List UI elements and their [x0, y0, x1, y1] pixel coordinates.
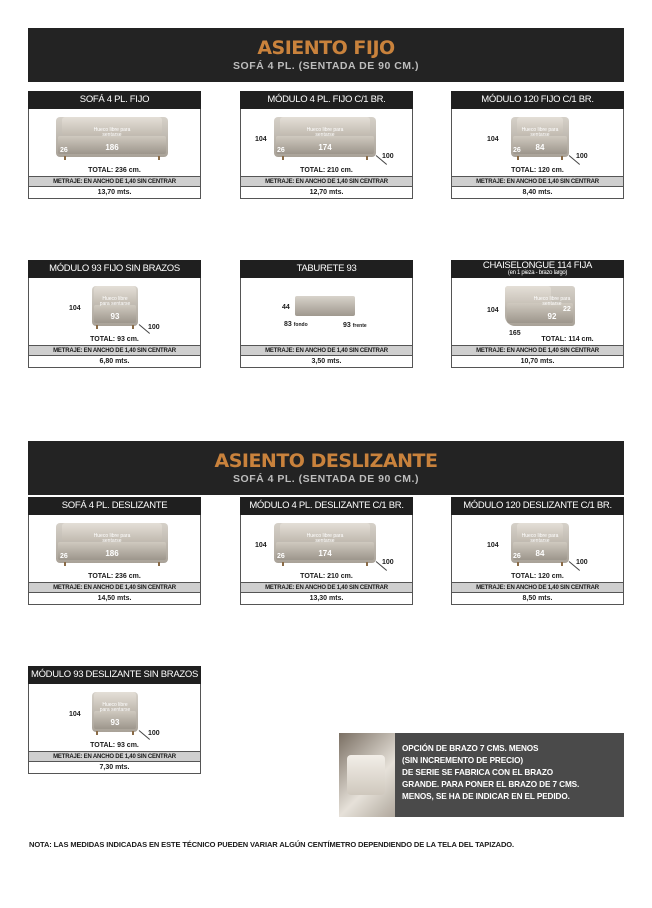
arm-photo [339, 733, 395, 817]
metraje-value: 7,30 mts. [28, 762, 201, 774]
depth-dim: 100 [576, 559, 588, 566]
total-width: TOTAL: 236 cm. [88, 167, 141, 174]
height-dim: 104 [255, 542, 267, 549]
seat-note: Hueco libre para sentarse [521, 127, 559, 139]
metraje-label: METRAJE: EN ANCHO DE 1,40 SIN CENTRAR [240, 582, 413, 593]
product-card-sofa-4-fijo [28, 91, 201, 199]
sofa-image [56, 117, 168, 157]
height-dim: 44 [282, 304, 290, 311]
card-title: MÓDULO 93 FIJO SIN BRAZOS [28, 260, 201, 278]
section-subtitle: SOFÁ 4 PL. (SENTADA DE 90 CM.) [233, 473, 419, 485]
card-title: CHAISELONGUE 114 FIJA (en 1 pieza - brazo largo) [451, 260, 624, 278]
metraje-value: 13,30 mts. [240, 593, 413, 605]
seat-note: Hueco libre para sentarse [306, 127, 344, 139]
metraje-label: METRAJE: EN ANCHO DE 1,40 SIN CENTRAR [28, 176, 201, 187]
seat-note: Hueco libre para sentarse [533, 296, 571, 308]
card-title: MÓDULO 4 PL. FIJO C/1 BR. [240, 91, 413, 109]
metraje-label: METRAJE: EN ANCHO DE 1,40 SIN CENTRAR [28, 345, 201, 356]
product-drawing [451, 109, 624, 176]
stool-image [295, 296, 355, 316]
section-title: ASIENTO FIJO [257, 37, 395, 59]
sofa-image [56, 523, 168, 563]
depth-dim: 100 [382, 559, 394, 566]
section-banner-asiento-fijo [28, 28, 624, 82]
card-subtitle: (en 1 pieza - brazo largo) [507, 270, 568, 276]
arm-width: 26 [513, 553, 521, 560]
depth-dim: 100 [148, 324, 160, 331]
depth-dim: 100 [148, 730, 160, 737]
metraje-value: 12,70 mts. [240, 187, 413, 199]
card-title: MÓDULO 120 FIJO C/1 BR. [451, 91, 624, 109]
product-card-chaiselongue-114 [451, 260, 624, 368]
seat-note: Hueco libre para sentarse [99, 296, 131, 308]
product-drawing [240, 109, 413, 176]
metraje-value: 13,70 mts. [28, 187, 201, 199]
product-card-modulo-120-fijo [451, 91, 624, 199]
height-dim: 104 [69, 305, 81, 312]
arm-option-box [339, 733, 624, 817]
metraje-value: 8,40 mts. [451, 187, 624, 199]
sofa-image [274, 523, 376, 563]
metraje-value: 14,50 mts. [28, 593, 201, 605]
card-title: MÓDULO 93 DESLIZANTE SIN BRAZOS [28, 666, 201, 684]
frente-dim: 93 frente [343, 322, 367, 329]
total-width: TOTAL: 120 cm. [511, 573, 564, 580]
sofa-image [274, 117, 376, 157]
product-card-taburete-93 [240, 260, 413, 368]
total-width: TOTAL: 93 cm. [90, 742, 139, 749]
card-title: TABURETE 93 [240, 260, 413, 278]
product-drawing [28, 515, 201, 582]
section-title: ASIENTO DESLIZANTE [214, 450, 438, 472]
metraje-label: METRAJE: EN ANCHO DE 1,40 SIN CENTRAR [451, 176, 624, 187]
product-card-modulo-93-fijo [28, 260, 201, 368]
seat-width: 84 [535, 143, 545, 152]
depth-dim: 165 [509, 330, 521, 337]
metraje-label: METRAJE: EN ANCHO DE 1,40 SIN CENTRAR [451, 345, 624, 356]
total-width: TOTAL: 114 cm. [541, 336, 594, 343]
arm-width: 26 [60, 147, 68, 154]
product-card-modulo-93-deslizante [28, 666, 201, 774]
section-banner-asiento-deslizante [28, 441, 624, 495]
seat-width: 186 [105, 549, 119, 558]
product-drawing [240, 278, 413, 345]
metraje-value: 8,50 mts. [451, 593, 624, 605]
height-dim: 104 [487, 542, 499, 549]
product-drawing [451, 515, 624, 582]
sofa-image [92, 286, 138, 326]
arm-width: 26 [277, 553, 285, 560]
card-title: MÓDULO 120 DESLIZANTE C/1 BR. [451, 497, 624, 515]
height-dim: 104 [487, 136, 499, 143]
total-width: TOTAL: 210 cm. [300, 167, 353, 174]
card-title: SOFÁ 4 PL. DESLIZANTE [28, 497, 201, 515]
depth-dim: 100 [576, 153, 588, 160]
metraje-label: METRAJE: EN ANCHO DE 1,40 SIN CENTRAR [28, 751, 201, 762]
metraje-label: METRAJE: EN ANCHO DE 1,40 SIN CENTRAR [240, 345, 413, 356]
seat-note: Hueco libre para sentarse [99, 702, 131, 714]
seat-note: Hueco libre para sentarse [306, 533, 344, 545]
total-width: TOTAL: 93 cm. [90, 336, 139, 343]
metraje-label: METRAJE: EN ANCHO DE 1,40 SIN CENTRAR [240, 176, 413, 187]
height-dim: 104 [255, 136, 267, 143]
product-card-modulo-4-deslizante [240, 497, 413, 605]
seat-width: 174 [318, 549, 332, 558]
arm-option-text: OPCIÓN DE BRAZO 7 CMS. MENOS (SIN INCREMENTO DE PRECIO) DE SERIE SE FABRICA CON EL BRAZO GRANDE. PARA PONER EL BRAZO DE 7 CMS. MENOS, SE HA DE INDICAR EN EL PEDIDO. [402, 744, 580, 801]
seat-width: 93 [110, 312, 120, 321]
card-title: SOFÁ 4 PL. FIJO [28, 91, 201, 109]
arm-width: 26 [513, 147, 521, 154]
total-width: TOTAL: 120 cm. [511, 167, 564, 174]
seat-width: 84 [535, 549, 545, 558]
seat-width: 92 [547, 312, 557, 321]
depth-dim: 100 [382, 153, 394, 160]
fondo-dim: 83 fondo [284, 321, 308, 328]
arm-width: 26 [277, 147, 285, 154]
seat-width: 186 [105, 143, 119, 152]
metraje-value: 10,70 mts. [451, 356, 624, 368]
product-card-modulo-120-deslizante [451, 497, 624, 605]
seat-note: Hueco libre para sentarse [93, 533, 131, 545]
total-width: TOTAL: 210 cm. [300, 573, 353, 580]
seat-width: 93 [110, 718, 120, 727]
arm-width: 22 [563, 306, 571, 313]
metraje-label: METRAJE: EN ANCHO DE 1,40 SIN CENTRAR [451, 582, 624, 593]
product-drawing [28, 684, 201, 751]
product-drawing [28, 109, 201, 176]
metraje-value: 6,80 mts. [28, 356, 201, 368]
metraje-value: 3,50 mts. [240, 356, 413, 368]
sofa-image [92, 692, 138, 732]
metraje-label: METRAJE: EN ANCHO DE 1,40 SIN CENTRAR [28, 582, 201, 593]
product-card-modulo-4-fijo [240, 91, 413, 199]
seat-width: 174 [318, 143, 332, 152]
arm-width: 26 [60, 553, 68, 560]
height-dim: 104 [487, 307, 499, 314]
total-width: TOTAL: 236 cm. [88, 573, 141, 580]
height-dim: 104 [69, 711, 81, 718]
footer-note: NOTA: LAS MEDIDAS INDICADAS EN ESTE TÉCNICO PUEDEN VARIAR ALGÚN CENTÍMETRO DEPENDIENDO DE LA TELA DEL TAPIZADO. [29, 840, 515, 849]
product-drawing [240, 515, 413, 582]
seat-note: Hueco libre para sentarse [93, 127, 131, 139]
product-drawing [28, 278, 201, 345]
card-title: MÓDULO 4 PL. DESLIZANTE C/1 BR. [240, 497, 413, 515]
product-card-sofa-4-deslizante [28, 497, 201, 605]
seat-note: Hueco libre para sentarse [521, 533, 559, 545]
section-subtitle: SOFÁ 4 PL. (SENTADA DE 90 CM.) [233, 60, 419, 72]
product-drawing [451, 278, 624, 345]
